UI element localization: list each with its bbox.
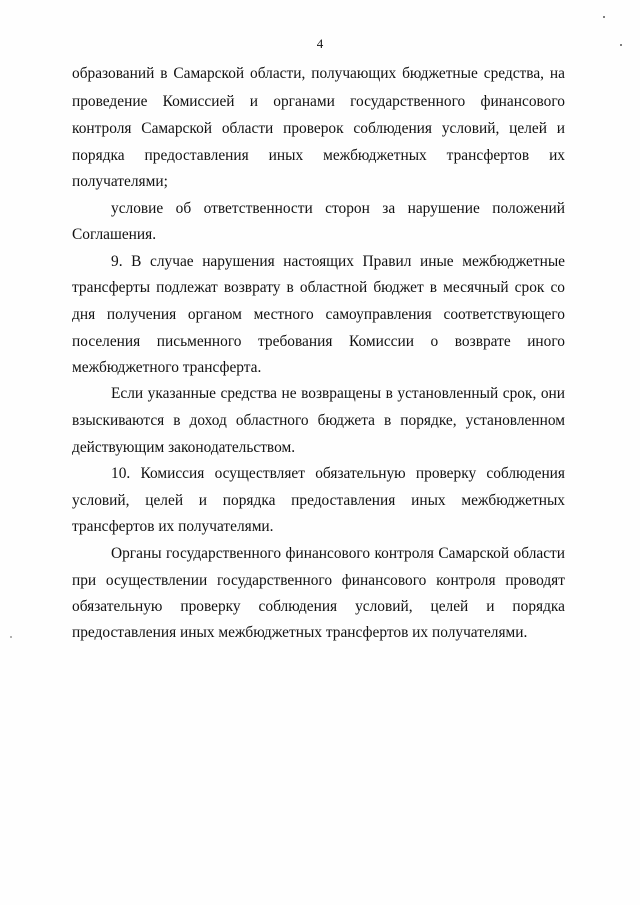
text-line: дня получения органом местного самоуправления соответствующего [72, 306, 565, 323]
text-line: трансфертов их получателями. [72, 518, 274, 535]
text-line: условий, целей и порядка предоставления иных межбюджетных [72, 492, 565, 509]
text-line: проведение Комиссией и органами государственного финансового [72, 93, 565, 110]
text-line: 10. Комиссия осуществляет обязательную проверку соблюдения [111, 465, 565, 482]
page-number: 4 [316, 36, 324, 51]
text-line: трансферты подлежат возврату в областной бюджет в месячный срок со [72, 279, 565, 296]
text-line: контроля Самарской области проверок соблюдения условий, целей и [72, 120, 565, 137]
text-line: действующим законодательством. [72, 439, 296, 456]
text-line: порядка предоставления иных межбюджетных трансфертов их [72, 147, 565, 164]
scan-speck [603, 16, 605, 18]
text-line: Если указанные средства не возвращены в установленный срок, они [111, 385, 565, 402]
text-line: при осуществлении государственного финансового контроля проводят [72, 572, 565, 589]
text-line: Органы государственного финансового контроля Самарской области [111, 545, 565, 562]
text-line: условие об ответственности сторон за нарушение положений [111, 200, 565, 217]
text-line: Соглашения. [72, 226, 157, 243]
text-line: 9. В случае нарушения настоящих Правил иные межбюджетные [111, 253, 565, 270]
text-line: предоставления иных межбюджетных трансфертов их получателями. [72, 624, 528, 641]
text-line: взыскиваются в доход областного бюджета в порядке, установленном [72, 412, 565, 429]
text-line: поселения письменного требования Комиссии о возврате иного [72, 333, 565, 350]
text-line: получателями; [72, 173, 168, 190]
scan-speck [620, 44, 622, 46]
scan-speck [10, 636, 12, 638]
text-line: образований в Самарской области, получающих бюджетные средства, на [72, 65, 565, 82]
text-line: межбюджетного трансферта. [72, 359, 262, 376]
text-line: обязательную проверку соблюдения условий, целей и порядка [72, 598, 565, 615]
